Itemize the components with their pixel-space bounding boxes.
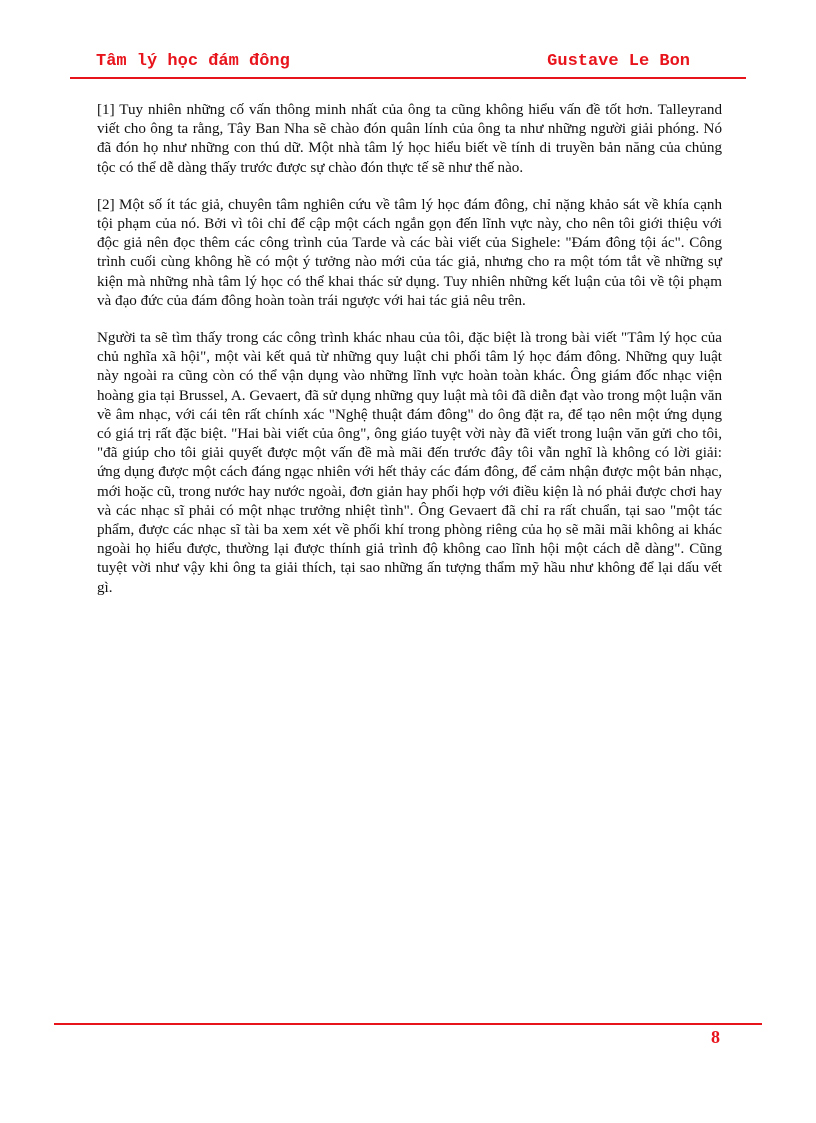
page-body <box>97 101 722 616</box>
page-number: 8 <box>711 1027 720 1047</box>
footnote-paragraph-1: [1] Tuy nhiên những cố vấn thông minh nhất của ông ta cũng không hiểu vấn đề tốt hơn. Talleyrand viết cho ông ta rằng, Tây Ban Nha sẽ chào đón quân lính của ông ta như những người giải phóng. Nó đã đón họ như những con thú dữ. Một nhà tâm lý học hiểu biết về tính di truyền bản năng của chủng tộc có thể dễ dàng thấy trước được sự chào đón thực tế sẽ như thế nào. <box>97 102 722 176</box>
header-book-title: Tâm lý học đám đông <box>96 52 290 71</box>
body-paragraph-3: Người ta sẽ tìm thấy trong các công trình khác nhau của tôi, đặc biệt là trong bài viết "Tâm lý học của chủ nghĩa xã hội", một vài kết quả từ những quy luật chi phối tâm lý học đám đông. Những quy luật này ngoài ra cũng còn có thể vận dụng vào những lĩnh vực hoàn toàn khác. Ông giám đốc nhạc viện hoàng gia tại Brussel, A. Gevaert, đã sử dụng những quy luật mà tôi đã diễn đạt vào trong một luận văn về âm nhạc, với cái tên rất chính xác "Nghệ thuật đám đông" do ông đặt ra, để tạo nên một ứng dụng có giá trị rất đặc biệt. "Hai bài viết của ông", ông giáo tuyệt vời này đã viết trong luận văn gửi cho tôi, "đã giúp cho tôi giải quyết được một vấn đề mà mãi đến trước đây tôi vẫn nghĩ là không có lời giải: ứng dụng được một cách đáng ngạc nhiên với hết thảy các đám đông, để cảm nhận được một bản nhạc, mới hoặc cũ, trong nước hay nước ngoài, đơn giản hay phối hợp với điều kiện là nó phải được chơi hay và các nhạc sĩ phải có một nhạc trưởng nhiệt tình". Ông Gevaert đã chỉ ra rất chuẩn, tại sao "một tác phẩm, được các nhạc sĩ tài ba xem xét về phối khí trong phòng riêng của họ sẽ mãi mãi không ai khác ngoài họ hiểu được, thường lại được thính giả trình độ không cao lĩnh hội một cách dễ dàng". Cũng tuyệt vời như vậy khi ông ta giải thích, tại sao những ấn tượng thẩm mỹ hầu như không để lại dấu vết gì. <box>97 330 722 596</box>
header-author: Gustave Le Bon <box>547 52 690 71</box>
footer-divider <box>54 1023 762 1025</box>
header-divider <box>70 77 746 79</box>
page-header <box>70 50 746 76</box>
footnote-paragraph-2: [2] Một số ít tác giả, chuyên tâm nghiên cứu về tâm lý học đám đông, chỉ nặng khảo sát về khía cạnh tội phạm của nó. Bởi vì tôi chỉ để cập một cách ngắn gọn đến lĩnh vực này, cho nên tôi giới thiệu với độc giả nên đọc thêm các công trình của Tarde và các bài viết của Sighele: "Đám đông tội ác". Công trình cuối cùng không hề có một ý tưởng nào mới của tác giả, nhưng cho ra một tóm tắt về những sự kiện mà những nhà tâm lý học có thể khai thác sử dụng. Tuy nhiên những kết luận của tôi về tội phạm và đạo đức của đám đông hoàn toàn trái ngược với hai tác giả nêu trên. <box>97 196 722 309</box>
